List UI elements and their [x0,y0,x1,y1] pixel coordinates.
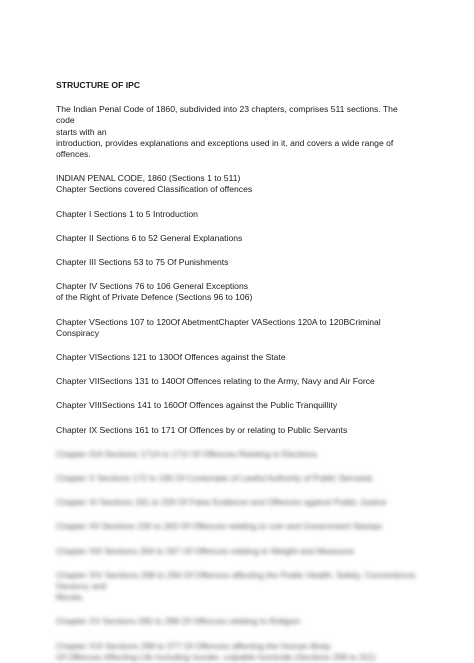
blurred-chapter-entry [56,641,418,663]
chapter-entry [56,425,418,436]
blurred-chapter-entry-line: Chapter IXA Sections 171A to 171I Of Offences Relating to Elections [56,448,318,459]
section-heading [56,173,418,195]
document-title: STRUCTURE OF IPC [56,80,141,90]
blurred-chapter-entry-line: Chapter XI Sections 191 to 229 Of False Evidence and Offences against Public Justice [56,497,387,508]
blurred-chapter-entry-line: Chapter XIV Sections 268 to 294 Of Offences affecting the Public Health, Safety, Convenience, [56,569,418,580]
blurred-chapter-entry-line: Chapter X Sections 172 to 190 Of Contempts of Lawful Authority of Public Servants [56,473,373,484]
chapter-entry-line: of the Right of Private Defence (Sections 96 to 106) [56,292,253,303]
intro-paragraph [56,104,418,160]
chapter-entry-line: Chapter VISections 121 to 130Of Offences against the State [56,352,286,363]
blurred-chapter-entry [56,449,418,460]
chapter-entry-line: Chapter VIIISections 141 to 160Of Offences against the Public Tranquillity [56,400,338,411]
chapter-list [56,209,418,436]
blurred-chapter-entry-line: Chapter XV Sections 295 to 298 Of Offences relating to Religion [56,616,301,627]
chapter-entry-line: Chapter VIISections 131 to 140Of Offences relating to the Army, Navy and Air Force [56,376,375,387]
blurred-chapter-entry-line: Chapter XVI Sections 299 to 377 Of Offences affecting the Human Body. [56,640,333,651]
chapter-entry [56,257,418,268]
chapter-entry-line: Chapter VSections 107 to 120Of AbetmentChapter VASections 120A to 120BCriminal [56,316,381,327]
blurred-chapter-entry-line: Of Offences Affecting Life including murder, culpable homicide (Sections 299 to 311) [56,651,376,662]
intro-line: introduction, provides explanations and exceptions used in it, and covers a wide range of [56,137,394,148]
chapter-entry-line: Chapter III Sections 53 to 75 Of Punishments [56,257,229,268]
intro-line: offences. [56,149,91,160]
chapter-entry [56,209,418,220]
blurred-chapter-list [56,449,418,663]
chapter-entry-line: Chapter IX Sections 161 to 171 Of Offences by or relating to Public Servants [56,424,348,435]
blurred-chapter-entry-line: Chapter XIII Sections 264 to 267 Of Offences relating to Weight and Measures [56,545,355,556]
blurred-chapter-entry [56,570,418,604]
blurred-chapter-entry [56,473,418,484]
blurred-chapter-entry-line: Decency and [56,581,107,592]
intro-line: starts with an [56,126,107,137]
blurred-chapter-entry [56,616,418,627]
chapter-entry [56,317,418,339]
chapter-entry [56,376,418,387]
chapter-entry-line: Chapter IV Sections 76 to 106 General Exceptions [56,281,249,292]
blurred-chapter-entry [56,497,418,508]
intro-line: The Indian Penal Code of 1860, subdivided into 23 chapters, comprises 511 sections. The code [56,104,398,126]
blurred-chapter-entry [56,546,418,557]
blurred-chapter-entry-line: Chapter XII Sections 230 to 263 Of Offences relating to coin and Government Stamps [56,521,383,532]
chapter-entry [56,281,418,303]
heading-line: INDIAN PENAL CODE, 1860 (Sections 1 to 511) [56,173,241,184]
blurred-chapter-entry [56,521,418,532]
chapter-entry-line: Chapter I Sections 1 to 5 Introduction [56,208,198,219]
chapter-entry-line: Conspiracy [56,327,99,338]
blurred-chapter-entry-line: Morals. [56,592,85,603]
heading-line: Chapter Sections covered Classification of offences [56,184,253,195]
chapter-entry [56,400,418,411]
chapter-entry [56,352,418,363]
chapter-entry [56,233,418,244]
chapter-entry-line: Chapter II Sections 6 to 52 General Explanations [56,232,243,243]
